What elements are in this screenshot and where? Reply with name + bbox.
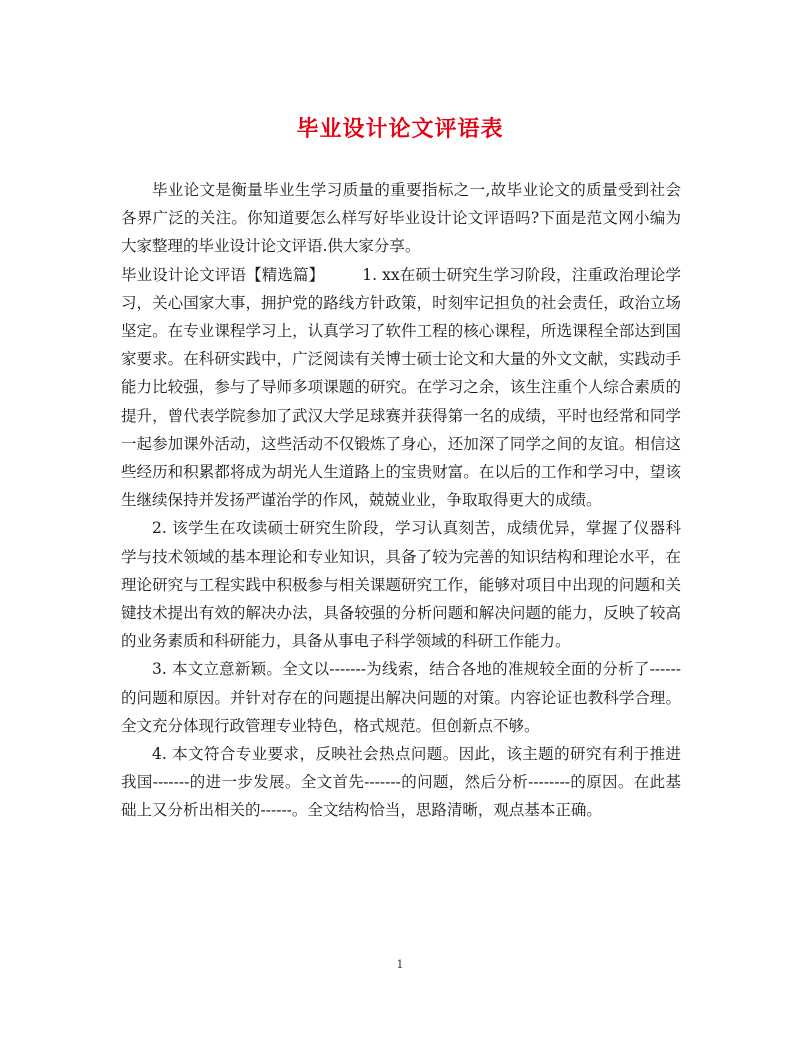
document-title: 毕业设计论文评语表 [296, 116, 504, 142]
first-review-paragraph [121, 261, 681, 515]
intro-paragraph: 毕业论文是衡量毕业生学习质量的重要指标之一,故毕业论文的质量受到社会各界广泛的关注。你知道要怎么样写好毕业设计论文评语吗?下面是范文网小编为大家整理的毕业设计论文评语.供大家分享。 [121, 181, 681, 256]
review-item-4: 4. 本文符合专业要求，反映社会热点问题。因此，该主题的研究有利于推进我国-------的进一步发展。全文首先-------的问题，然后分析--------的原因。在此基础上又分析出相关的------。全文结构恰当，思路清晰，观点基本正确。 [121, 745, 681, 820]
review-item-3: 3. 本文立意新颖。全文以-------为线索，结合各地的准规较全面的分析了------的问题和原因。并针对存在的问题提出解决问题的对策。内容论证也教科学合理。全文充分体现行政管理专业特色，格式规范。但创新点不够。 [121, 660, 681, 735]
review-item-1: 1. xx在硕士研究生学习阶段，注重政治理论学习，关心国家大事，拥护党的路线方针政策，时刻牢记担负的社会责任，政治立场坚定。在专业课程学习上，认真学习了软件工程的核心课程，所选课程全部达到国家要求。在科研实践中，广泛阅读有关博士硕士论文和大量的外文文献，实践动手能力比较强，参与了导师多项课题的研究。在学习之余，该生注重个人综合素质的提升，曾代表学院参加了武汉大学足球赛并获得第一名的成绩，平时也经常和同学一起参加课外活动，这些活动不仅锻炼了身心，还加深了同学之间的友谊。相信这些经历和积累都将成为胡光人生道路上的宝贵财富。在以后的工作和学习中，望该生继续保持并发扬严谨治学的作风，兢兢业业，争取取得更大的成绩。 [121, 265, 681, 510]
page-number: 1 [396, 958, 404, 971]
review-item-2: 2. 该学生在攻读硕士研究生阶段，学习认真刻苦，成绩优异，掌握了仪器科学与技术领域的基本理论和专业知识，具备了较为完善的知识结构和理论水平，在理论研究与工程实践中积极参与相关课题研究工作，能够对项目中出现的问题和关键技术提出有效的解决办法，具备较强的分析问题和解决问题的能力，反映了较高的业务素质和科研能力，具备从事电子科学领域的科研工作能力。 [121, 519, 681, 651]
document-body [121, 176, 681, 825]
section-heading: 毕业设计论文评语【精选篇】 [121, 265, 325, 284]
